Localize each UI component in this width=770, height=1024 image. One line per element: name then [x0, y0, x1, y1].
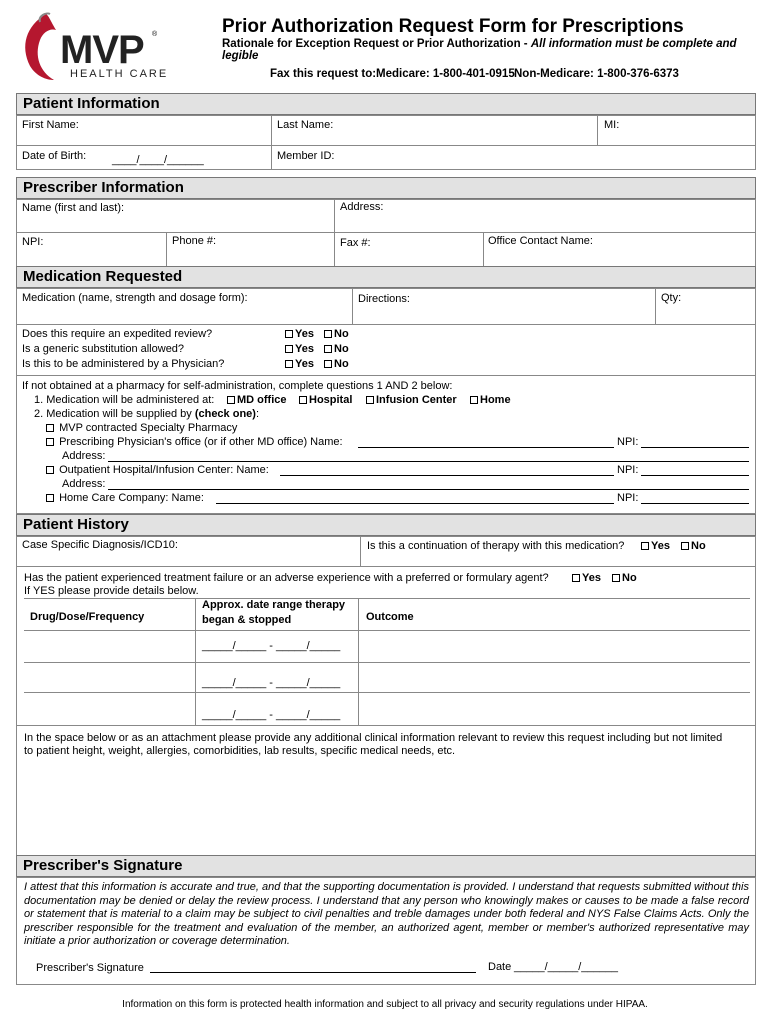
failure-yes-checkbox[interactable]: Yes: [572, 572, 601, 584]
prescribing-address-label: Address:: [62, 450, 106, 462]
fax-non-medicare: Non-Medicare: 1-800-376-6373: [514, 68, 679, 80]
logo-subtitle: HEALTH CARE: [70, 68, 169, 80]
mi-field[interactable]: MI:: [604, 119, 620, 131]
dob-label: Date of Birth:: [22, 150, 87, 162]
generic-question: Is a generic substitution allowed?: [22, 343, 185, 355]
additional-info-line-1: In the space below or as an attachment please provide any additional clinical information relevant to review this request including but not limited: [24, 732, 723, 744]
infusion-center-checkbox[interactable]: Infusion Center: [366, 394, 457, 406]
date-range-row-3[interactable]: _____/_____ - _____/_____: [202, 709, 341, 721]
section-medication-requested: Medication Requested: [16, 266, 756, 288]
continuation-yes-checkbox[interactable]: Yes: [641, 540, 670, 552]
section-patient-history: Patient History: [16, 514, 756, 536]
prescriber-address-field[interactable]: Address:: [340, 201, 384, 213]
outpatient-npi-label: NPI:: [617, 464, 639, 476]
hospital-checkbox[interactable]: Hospital: [299, 394, 352, 406]
qty-field[interactable]: Qty:: [661, 292, 682, 304]
dob-field[interactable]: ____/____/______: [112, 154, 204, 166]
page-title: Prior Authorization Request Form for Prescriptions: [222, 16, 684, 37]
section-prescriber-signature: Prescriber's Signature: [16, 855, 756, 877]
col-drug-header: Drug/Dose/Frequency: [30, 611, 145, 623]
specialty-pharmacy-checkbox[interactable]: MVP contracted Specialty Pharmacy: [46, 422, 237, 434]
col-date-header-1: Approx. date range therapy: [202, 599, 346, 611]
outpatient-checkbox[interactable]: Outpatient Hospital/Infusion Center: Name:: [46, 464, 269, 476]
logo-registered: ®: [152, 31, 158, 38]
history-box: [16, 536, 756, 856]
col-outcome-header: Outcome: [366, 611, 414, 623]
home-care-checkbox[interactable]: Home Care Company: Name:: [46, 492, 204, 504]
home-care-npi-label: NPI:: [617, 492, 639, 504]
md-office-checkbox[interactable]: MD office: [227, 394, 287, 406]
mvp-logo-icon: [16, 12, 64, 82]
failure-question: Has the patient experienced treatment failure or an adverse experience with a preferred or formulary agent?: [24, 572, 549, 584]
expedited-no-checkbox[interactable]: No: [324, 328, 349, 340]
generic-no-checkbox[interactable]: No: [324, 343, 349, 355]
prescriber-info-box: [16, 199, 756, 267]
first-name-field[interactable]: First Name:: [22, 119, 79, 131]
prescribing-office-checkbox[interactable]: Prescribing Physician's office (or if other MD office) Name:: [46, 436, 343, 448]
phone-field[interactable]: Phone #:: [172, 235, 217, 247]
generic-yes-checkbox[interactable]: Yes: [285, 343, 314, 355]
col-date-header-2: began & stopped: [202, 614, 292, 626]
date-label: Date: [488, 961, 512, 973]
physician-no-checkbox[interactable]: No: [324, 358, 349, 370]
continuation-question: Is this a continuation of therapy with this medication?: [367, 540, 625, 552]
office-contact-field[interactable]: Office Contact Name:: [488, 235, 593, 247]
continuation-no-checkbox[interactable]: No: [681, 540, 706, 552]
q2-label: 2. Medication will be supplied by (check one):: [34, 408, 260, 420]
npi-field[interactable]: NPI:: [22, 236, 44, 248]
prescriber-name-field[interactable]: Name (first and last):: [22, 202, 125, 214]
section-prescriber-information: Prescriber Information: [16, 177, 756, 199]
fax-label: Fax this request to:: [270, 68, 377, 80]
page-subtitle: Rationale for Exception Request or Prior Authorization - All information must be complete and legible: [222, 38, 737, 62]
q1-label: 1. Medication will be administered at:: [34, 394, 215, 406]
additional-info-line-2: to patient height, weight, allergies, comorbidities, lab results, specific medical needs, etc.: [24, 745, 456, 757]
expedited-yes-checkbox[interactable]: Yes: [285, 328, 314, 340]
outpatient-address-label: Address:: [62, 478, 106, 490]
date-range-row-1[interactable]: _____/_____ - _____/_____: [202, 640, 341, 652]
fax-field[interactable]: Fax #:: [340, 237, 371, 249]
home-checkbox[interactable]: Home: [470, 394, 511, 406]
signature-label: Prescriber's Signature: [36, 962, 144, 974]
prescribing-npi-label: NPI:: [617, 436, 639, 448]
date-range-row-2[interactable]: _____/_____ - _____/_____: [202, 677, 341, 689]
physician-question: Is this to be administered by a Physician?: [22, 358, 225, 370]
if-yes-note: If YES please provide details below.: [24, 585, 199, 597]
hipaa-footer: Information on this form is protected health information and subject to all privacy and security regulations under HIPAA.: [122, 999, 648, 1010]
expedited-question: Does this require an expedited review?: [22, 328, 213, 340]
directions-field[interactable]: Directions:: [358, 293, 410, 305]
attestation-text: I attest that this information is accurate and true, and that the supporting documentation is provided. I understand that requests submitted without this documentation may be denied or delay the review process. I understand that any person who knowingly makes or causes to be made a false record or statement that is material to a claim may be subject to civil penalties and treble damages under both federal and NYS False Claims Acts. Only the prescriber responsible for the treatment and evaluation of the member, an authorized agent, member or member's authorized representative may initiate a prior authorization or coverage determination.: [24, 881, 749, 947]
section-patient-information: Patient Information: [16, 93, 756, 115]
member-id-field[interactable]: Member ID:: [277, 150, 335, 162]
failure-no-checkbox[interactable]: No: [612, 572, 637, 584]
physician-yes-checkbox[interactable]: Yes: [285, 358, 314, 370]
administration-intro: If not obtained at a pharmacy for self-administration, complete questions 1 AND 2 below:: [22, 380, 453, 392]
fax-medicare: Medicare: 1-800-401-0915: [376, 68, 515, 80]
medication-field[interactable]: Medication (name, strength and dosage form):: [22, 292, 248, 304]
diagnosis-field[interactable]: Case Specific Diagnosis/ICD10:: [22, 539, 178, 551]
last-name-field[interactable]: Last Name:: [277, 119, 334, 131]
signature-date-field[interactable]: _____/_____/______: [514, 961, 618, 973]
logo-text: MVP: [60, 28, 144, 72]
